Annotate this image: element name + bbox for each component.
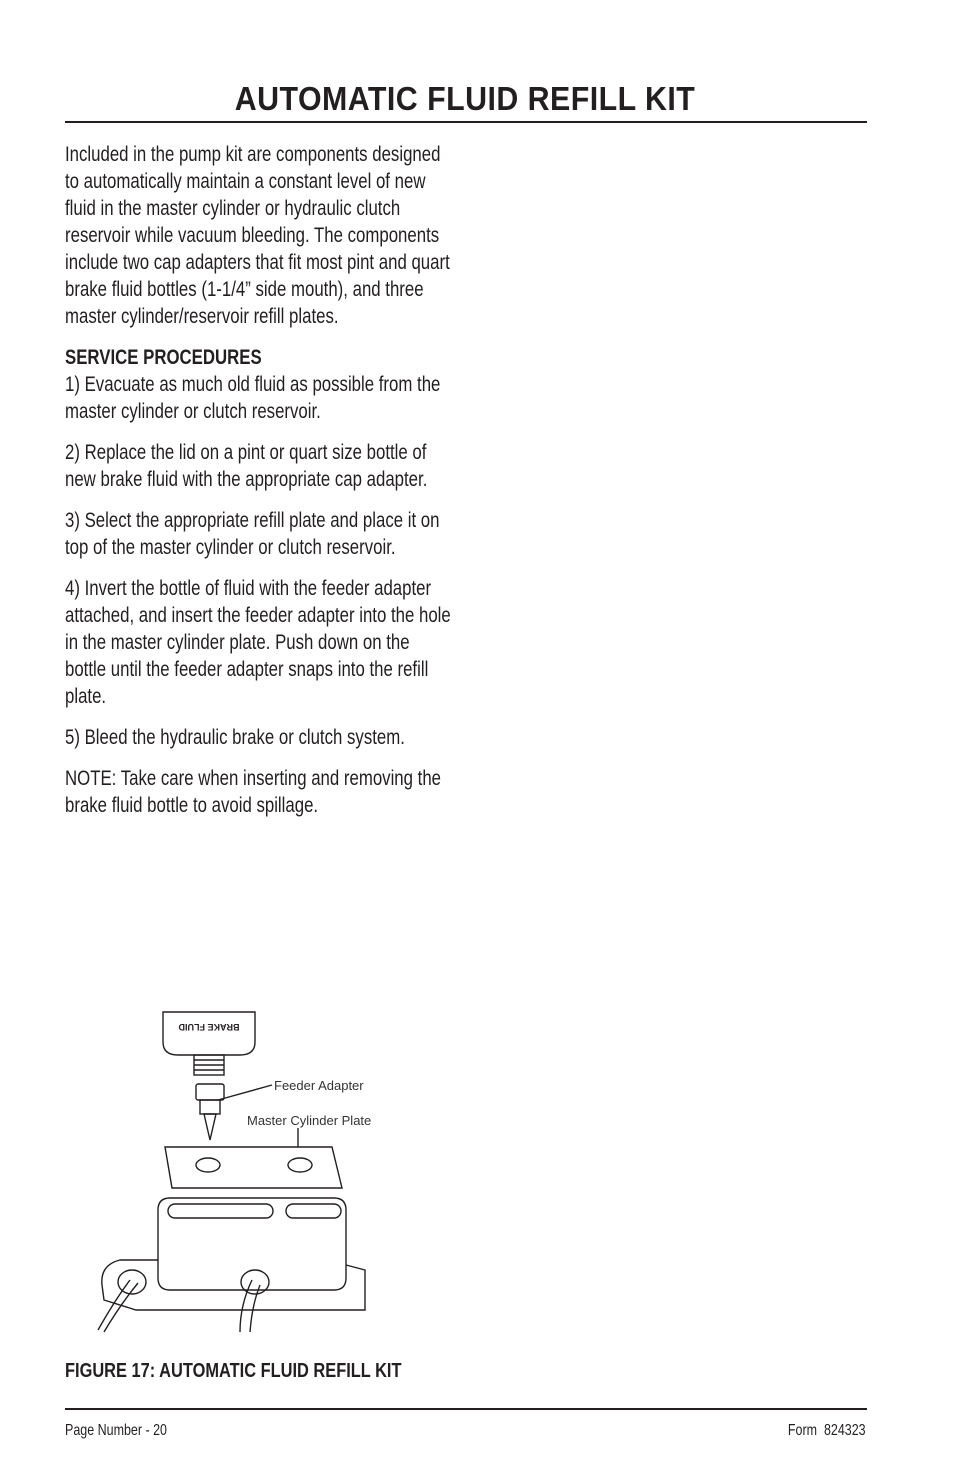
page-title: AUTOMATIC FLUID REFILL KIT: [234, 80, 696, 117]
master-cylinder-plate-label: Master Cylinder Plate: [247, 1113, 372, 1128]
intro-paragraph: Included in the pump kit are components designed to automatically maintain a constant level of new fluid in the master cylinder or hydraulic clutch reservoir while vacuum bleeding. The components include two cap adapters that fit most pint and quart brake fluid bottles (1-1/4” side mouth), and three master cylinder/reservoir refill plates.: [65, 143, 450, 328]
refill-kit-figure: [90, 1000, 410, 1340]
bottle-label: BRAKE FLUID: [178, 1022, 240, 1032]
figure-caption: FIGURE 17: AUTOMATIC FLUID REFILL KIT: [65, 1360, 402, 1382]
step-5: 5) Bleed the hydraulic brake or clutch system.: [65, 726, 405, 749]
main-column: [65, 141, 455, 833]
step-4: 4) Invert the bottle of fluid with the feeder adapter attached, and insert the feeder adapter into the hole in the master cylinder plate. Push down on the bottle until the feeder adapter snaps into the refill plate.: [65, 577, 451, 708]
master-cylinder-plate: [165, 1147, 342, 1188]
plate-hole-left: [196, 1158, 220, 1172]
reservoir: [158, 1198, 346, 1290]
bottle-body: [163, 1012, 255, 1055]
title-divider: [65, 121, 867, 123]
feeder-leader-line: [218, 1085, 272, 1100]
reservoir-slot-right: [286, 1204, 341, 1218]
step-3: 3) Select the appropriate refill plate and place it on top of the master cylinder or clutch reservoir.: [65, 509, 440, 559]
page-number: Page Number - 20: [65, 1422, 167, 1439]
step-1: 1) Evacuate as much old fluid as possible from the master cylinder or clutch reservoir.: [65, 373, 441, 423]
feeder-adapter-stem: [200, 1100, 220, 1114]
step-2: 2) Replace the lid on a pint or quart size bottle of new brake fluid with the appropriate cap adapter.: [65, 441, 428, 491]
reservoir-slot-left: [168, 1204, 273, 1218]
note-paragraph: NOTE: Take care when inserting and removing the brake fluid bottle to avoid spillage.: [65, 767, 442, 817]
feeder-adapter: [196, 1084, 224, 1100]
feeder-adapter-label: Feeder Adapter: [274, 1078, 364, 1093]
footer-divider: [65, 1408, 867, 1410]
plate-hole-right: [288, 1158, 312, 1172]
refill-kit-illustration: [90, 1000, 410, 1340]
section-heading: SERVICE PROCEDURES: [65, 346, 262, 369]
form-number: Form 824323: [788, 1422, 866, 1439]
feeder-adapter-tip: [204, 1114, 216, 1140]
